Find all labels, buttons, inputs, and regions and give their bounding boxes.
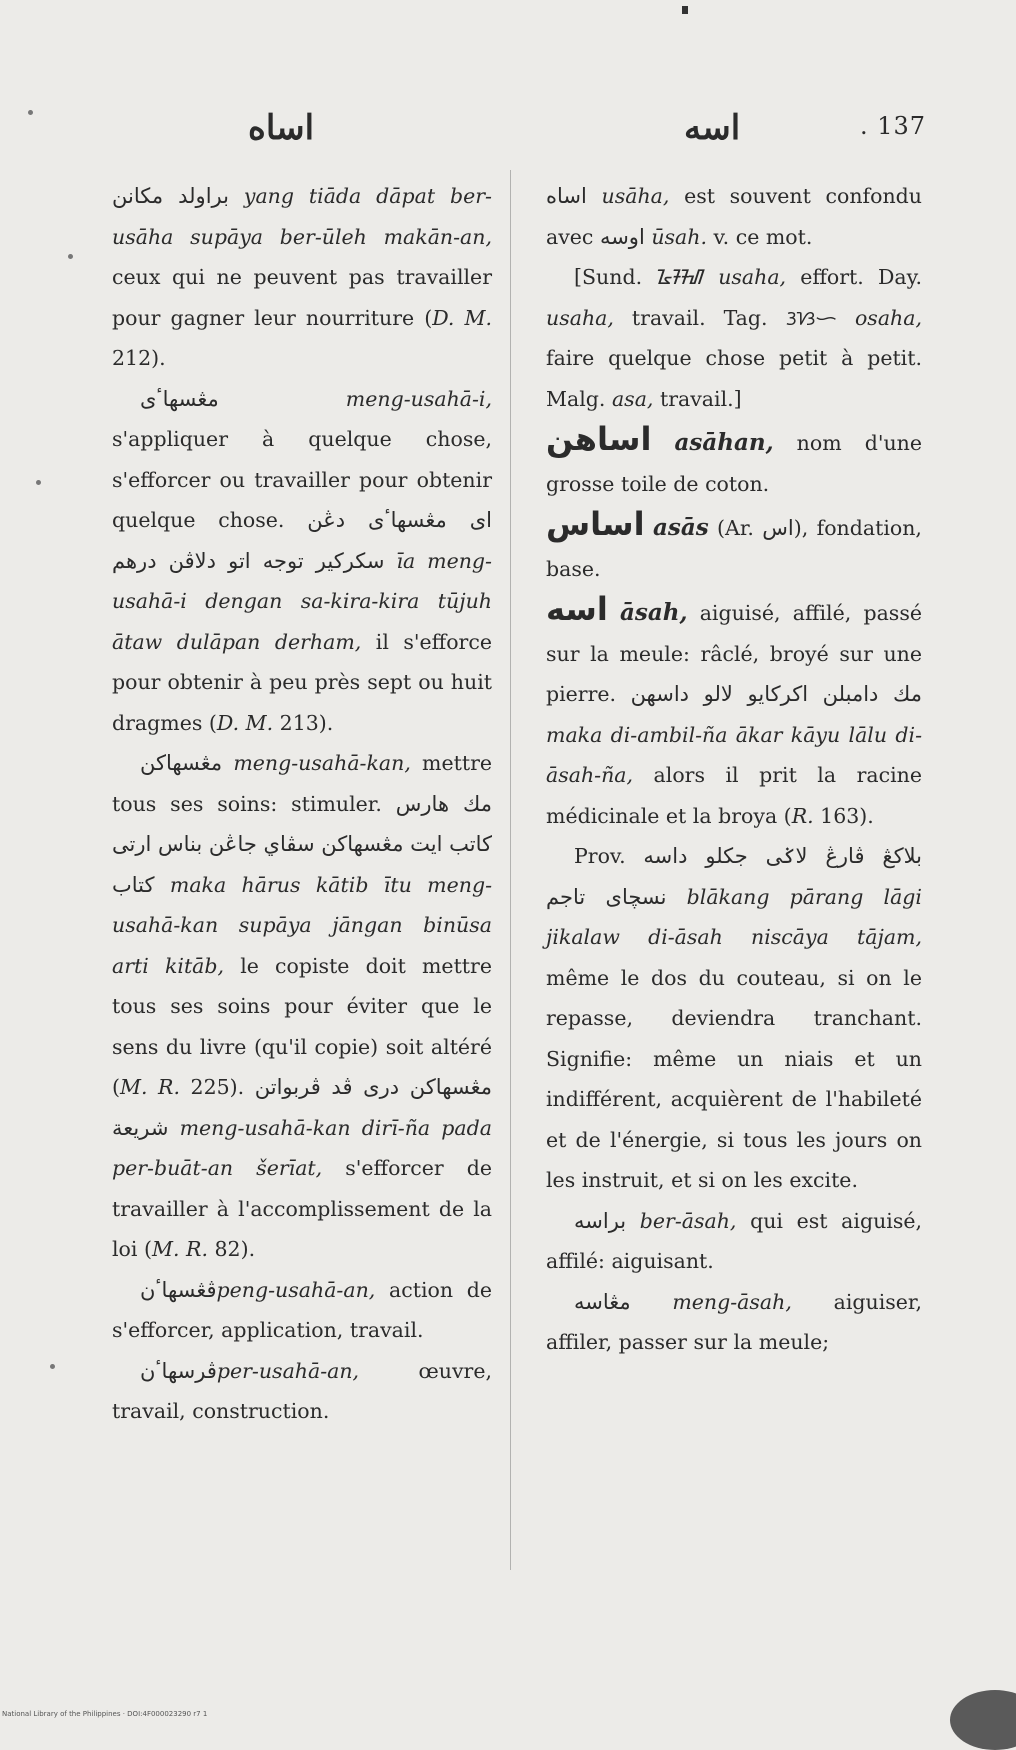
definition: œuvre, travail, construction. xyxy=(112,1358,492,1423)
arabic-text: براولد مکانن xyxy=(112,184,229,208)
entry-paragraph xyxy=(112,379,492,744)
column-divider xyxy=(510,170,511,1570)
definition: ceux qui ne peuvent pas travailler pour gagner leur nourriture ( xyxy=(112,265,492,330)
transliteration: per-usahā-an, xyxy=(216,1358,360,1383)
definition: faire quelque chose petit à petit. Malg. xyxy=(546,346,922,411)
entry-paragraph xyxy=(112,1270,492,1351)
running-head-right: اسه xyxy=(684,108,741,148)
transliteration: usaha, xyxy=(546,305,614,330)
left-column xyxy=(112,176,492,1432)
arabic-example: مك هارس کاتب ايت مڠسهاکن سڤاي جاڠن بناس ارتی کتاب xyxy=(112,791,492,897)
transliteration: blākang pārang lāgi jikalaw di-āsah niscāya tājam, xyxy=(546,884,922,949)
citation-page: 212). xyxy=(112,346,166,370)
transliteration: meng-usahā-kan, xyxy=(233,751,411,775)
citation: M. R. xyxy=(151,1237,208,1261)
definition: effort. Day. xyxy=(800,265,922,289)
entry-paragraph xyxy=(546,1282,922,1363)
arabic-example: مك دامبلن اکرکايو لالو داسهن xyxy=(630,682,922,706)
definition: s'efforcer de travailler à l'accomplissement de la loi ( xyxy=(112,1156,492,1261)
arabic-text: اوسه xyxy=(599,224,645,249)
proverb-label: Prov. xyxy=(574,844,626,868)
arabic-text: اساه xyxy=(546,184,587,208)
definition: le copiste doit mettre tous ses soins pour éviter que le sens du livre (qu'il copie) soit altéré ( xyxy=(112,953,492,1099)
definition: travail.] xyxy=(659,386,742,411)
definition: v. ce mot. xyxy=(713,224,813,249)
citation-page: 163). xyxy=(820,803,874,828)
transliteration: meng-usahā-i, xyxy=(345,386,492,411)
arabic-text: مڠسهاکن xyxy=(140,751,223,775)
entry-paragraph xyxy=(112,176,492,379)
proverb-paragraph xyxy=(546,836,922,1201)
arabic-example: بلاکڠ ڤارڠ لاݢی جکلو داسه نسچای تاجم xyxy=(546,844,922,909)
arabic-text: اس xyxy=(762,516,794,540)
definition: qui est aiguisé, affilé: aiguisant. xyxy=(546,1208,922,1273)
definition: il s'efforce pour obtenir à peu près sept ou huit dragmes ( xyxy=(112,629,492,735)
transliteration: peng-usahā-an, xyxy=(216,1277,376,1302)
right-column xyxy=(546,176,922,1363)
transliteration: ber-āsah, xyxy=(639,1208,737,1233)
definition: travail. Tag. xyxy=(631,305,768,330)
transliteration: usāha, xyxy=(601,184,670,208)
definition: nom d'une grosse toile de coton. xyxy=(546,431,922,496)
entry-paragraph xyxy=(546,589,922,836)
definition: s'appliquer à quelque chose, s'efforcer ou travailler pour obtenir quelque chose. xyxy=(112,427,492,532)
language-label: [Sund. xyxy=(574,265,643,289)
margin-speck xyxy=(28,110,33,115)
entry-paragraph xyxy=(546,176,922,257)
citation: M. R. xyxy=(120,1075,180,1099)
headword-arabic: اسه xyxy=(546,590,608,628)
corner-shadow xyxy=(950,1690,1016,1750)
arabic-text: ڤرسهاٴن xyxy=(140,1358,217,1383)
headword: āsah, xyxy=(620,599,688,626)
transliteration: yang tiāda dāpat ber-usāha supāya ber-ūleh makān-an, xyxy=(112,184,492,249)
citation-page: 82). xyxy=(214,1237,256,1261)
citation: R. xyxy=(791,803,814,828)
arabic-text: مڠسهاٴی xyxy=(140,386,219,411)
definition: ), fondation, base. xyxy=(546,516,922,581)
print-mark xyxy=(682,6,688,14)
transliteration: maka hārus kātib ītu meng-usahā-kan supāya jāngan binūsa arti kitāb, xyxy=(112,872,492,978)
entry-paragraph xyxy=(546,504,922,589)
entry-paragraph xyxy=(546,419,922,504)
scan-credit: National Library of the Philippines · DOI:4F000023290 r7 1 xyxy=(2,1710,208,1718)
transliteration: maka di-ambil-ña ākar kāyu lālu di-āsah-ña, xyxy=(546,722,922,787)
running-head-left: اساه xyxy=(248,108,315,148)
transliteration: ūsah. xyxy=(651,224,707,249)
arabic-text: براسه xyxy=(574,1208,627,1233)
definition: aiguiser, affiler, passer sur la meule; xyxy=(546,1289,922,1354)
entry-paragraph xyxy=(112,743,492,1270)
citation-page: 213). xyxy=(279,710,334,735)
tagalog-script: ᜂᜐᜑ xyxy=(785,305,837,330)
arabic-text: ڤڠسهاٴن xyxy=(140,1277,217,1302)
headword-arabic: اساهن xyxy=(546,420,652,458)
entry-paragraph xyxy=(112,1351,492,1432)
definition: action de s'efforcer, application, travail. xyxy=(112,1277,492,1342)
citation-page: 225). xyxy=(190,1075,245,1099)
citation: D. M. xyxy=(432,305,492,330)
sundanese-script: ᮅᮞᮠ xyxy=(656,265,705,289)
citation: D. M. xyxy=(216,710,274,735)
page-number: . 137 xyxy=(860,112,927,140)
arabic-example: مڠسهاکن دری ڤد ڤربواتن شريعة xyxy=(112,1075,492,1140)
transliteration: usaha, xyxy=(718,265,787,289)
definition: est souvent confondu avec xyxy=(546,184,922,249)
arabic-example: ای مڠسهاٴی دڠن سکرکیر توجه اتو دلاڤن درهم xyxy=(112,508,492,573)
margin-speck xyxy=(36,480,41,485)
definition: mettre tous ses soins: stimuler. xyxy=(112,751,492,816)
etymology-paragraph xyxy=(546,257,922,419)
headword-arabic: اساس xyxy=(546,505,645,543)
transliteration: osaha, xyxy=(854,305,922,330)
headword: asāhan, xyxy=(674,429,774,456)
transliteration: meng-āsah, xyxy=(672,1289,792,1314)
transliteration: meng-usahā-kan dirī-ña pada per-buāt-an šerīat, xyxy=(112,1115,492,1180)
transliteration: asa, xyxy=(611,386,654,411)
definition: alors il prit la racine médicinale et la broya ( xyxy=(546,763,922,828)
arabic-text: مڠاسه xyxy=(574,1289,631,1314)
definition: même le dos du couteau, si on le repasse, deviendra tranchant. Signifie: même un niais et un indifférent, acquièrent de l'habileté et de l'énergie, si tous les jours on les instruit, et si on les excite. xyxy=(546,965,922,1192)
margin-speck xyxy=(50,1364,55,1369)
definition: aiguisé, affilé, passé sur la meule: râclé, broyé sur une pierre. xyxy=(546,601,922,706)
headword: asās xyxy=(652,514,709,541)
transliteration: īa meng-usahā-i dengan sa-kira-kira tūjuh ātaw dulāpan derham, xyxy=(112,548,492,654)
margin-speck xyxy=(68,254,73,259)
entry-paragraph xyxy=(546,1201,922,1282)
definition: (Ar. xyxy=(717,516,754,540)
